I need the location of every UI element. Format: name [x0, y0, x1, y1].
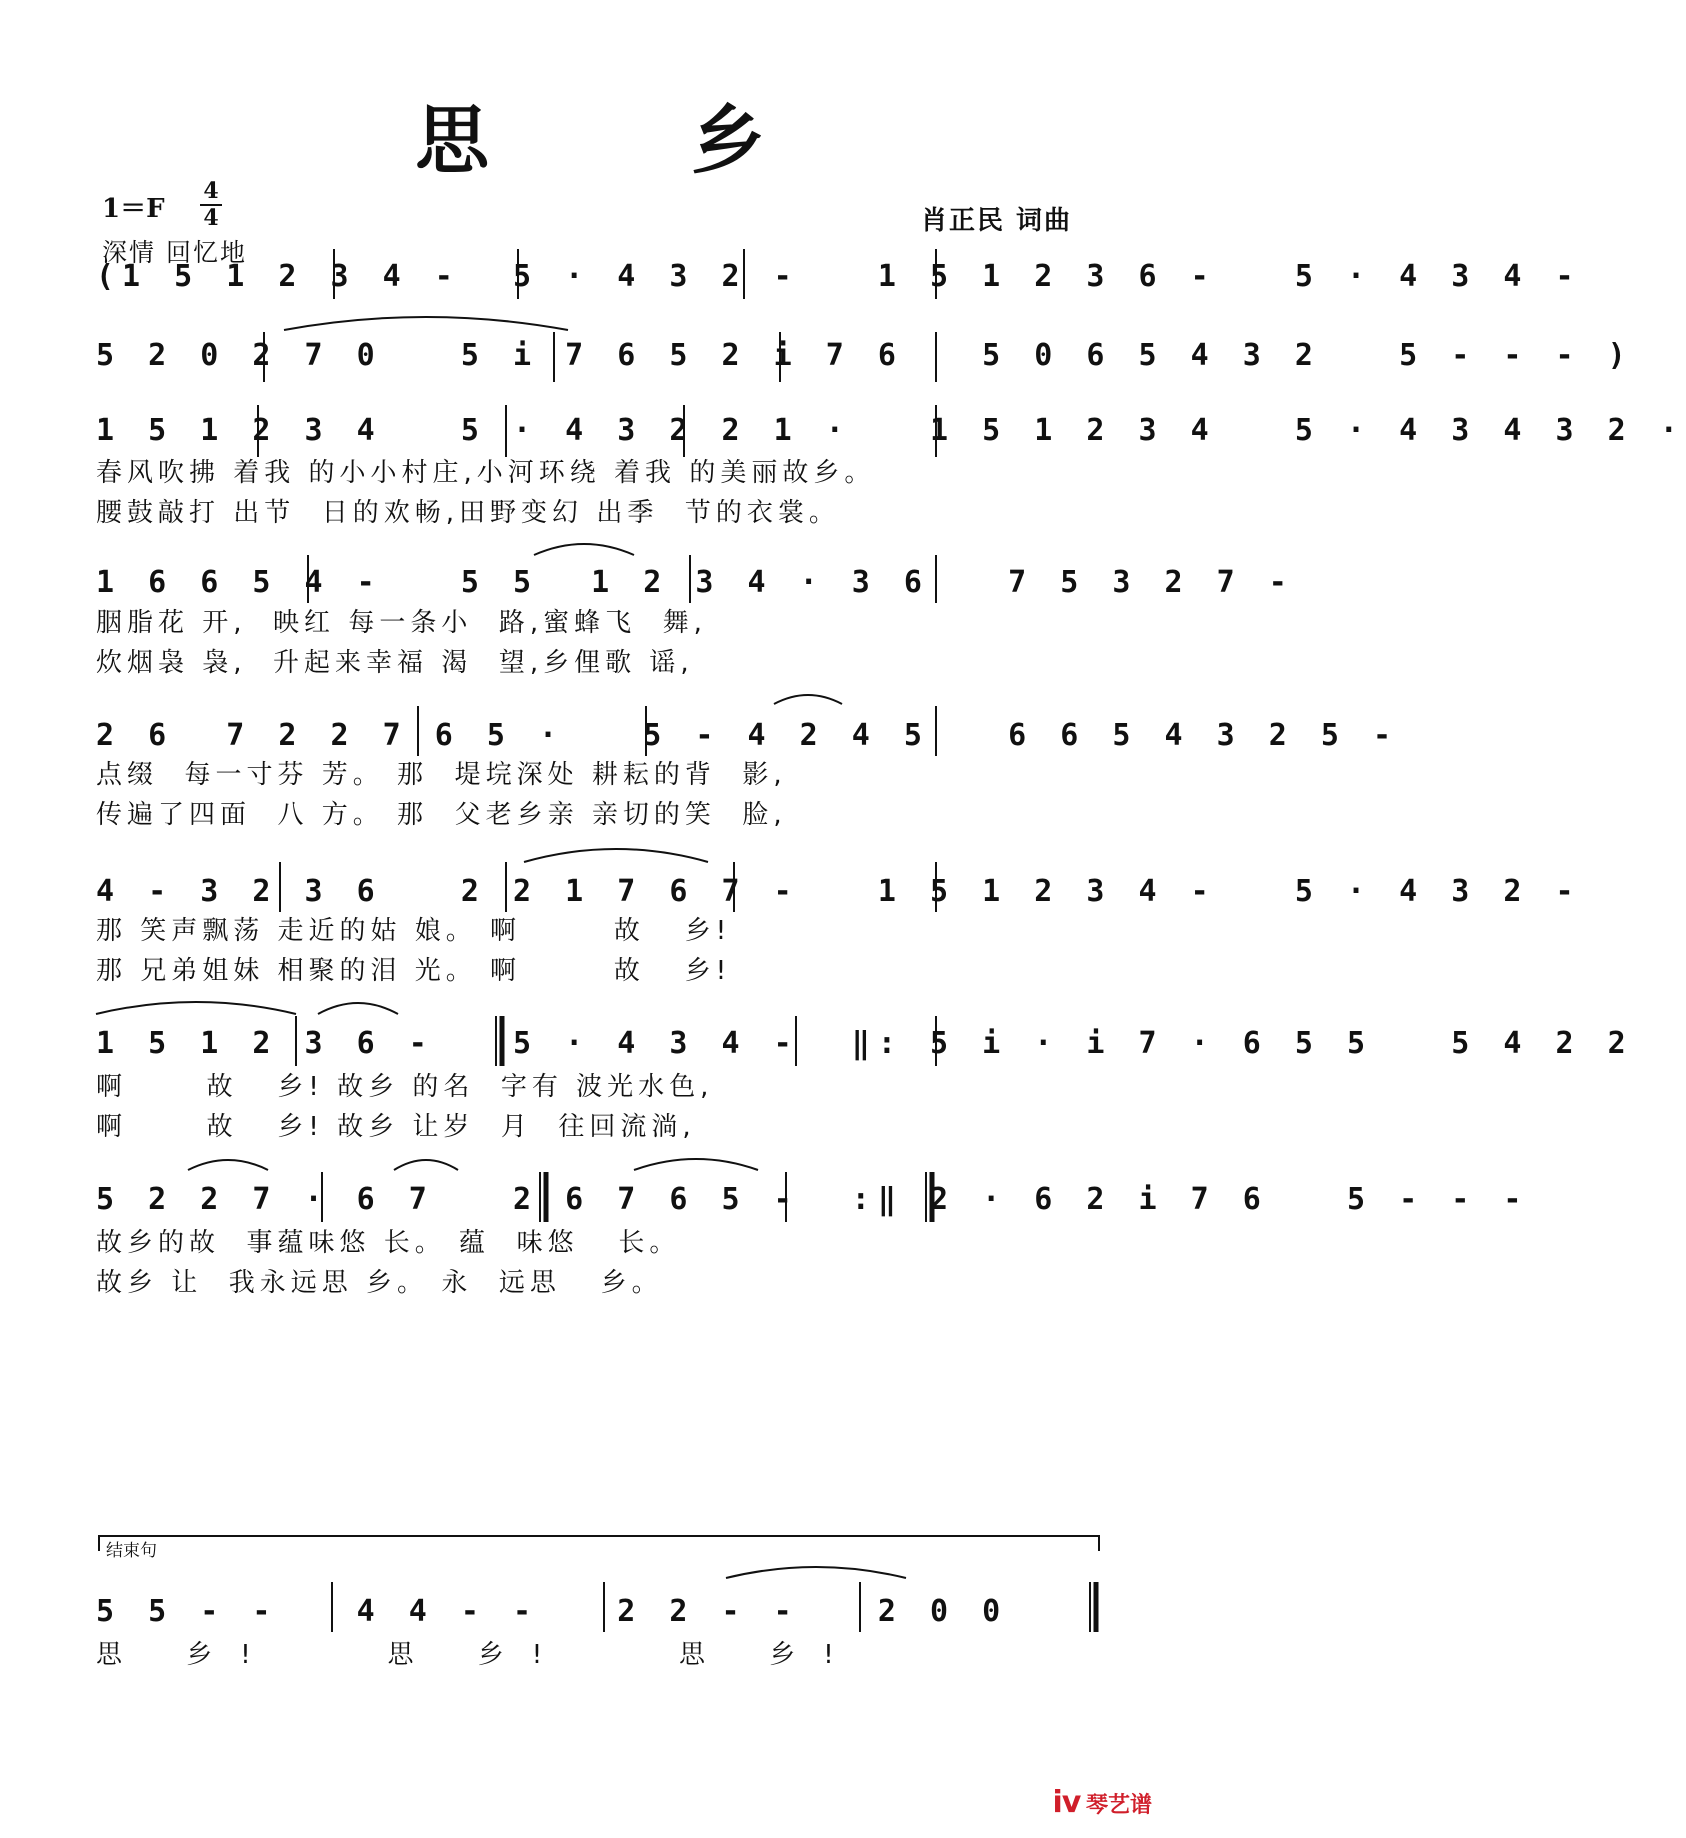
- coda-bracket: [98, 1535, 1100, 1551]
- lyric-verse-2: 啊 故 乡! 故乡 让岁 月 往回流淌,: [96, 1112, 696, 1142]
- notation-line-1: [96, 247, 1582, 307]
- notes: 5 2 2 7 · 6 7 2 6 7 6 5 - :‖ 2 · 6 2 i 7 6 5 - - -: [96, 1182, 1530, 1217]
- notes: 1 5 1 2 3 4 5 · 4 3 2 2 1 · 1 5 1 2 3 4 5 · 4 3 4 3 2 ·: [96, 413, 1686, 448]
- meter-bottom: 4: [203, 205, 219, 231]
- notes: 5 5 - - 4 4 - - 2 2 - - 2 0 0: [96, 1594, 1009, 1629]
- logo-icon: ⅳ: [1052, 1785, 1082, 1820]
- author-credit: 肖正民 词曲: [920, 206, 1072, 236]
- lyric-verse-2: 腰鼓敲打 出节 日的欢畅,田野变幻 出季 节的衣裳。: [96, 498, 840, 528]
- watermark-logo: [1052, 1785, 1152, 1820]
- notes: 4 - 3 2 3 6 2 2 1 7 6 7 - 1 5 1 2 3 4 - 5 · 4 3 2 -: [96, 874, 1582, 909]
- lyric-verse-1: 春风吹拂 着我 的小小村庄,小河环绕 着我 的美丽故乡。: [96, 458, 876, 488]
- lyric-verse-1: 胭脂花 开, 映红 每一条小 路,蜜蜂飞 舞,: [96, 608, 707, 638]
- notes: 5 2 0 2 7 0 5 i 7 6 5 2 i 7 6 5 0 6 5 4 3 2 5 - - - ): [96, 338, 1634, 373]
- meter-top: 4: [203, 178, 219, 204]
- notation-line-8: [96, 1170, 1530, 1230]
- lyric-verse-2: 传遍了四面 八 方。 那 父老乡亲 亲切的笑 脸,: [96, 800, 787, 830]
- notes: 1 5 1 2 3 6 - 5 · 4 3 4 - ‖: 5 i · i 7 · 6 5 5 5 4 2 2: [96, 1026, 1634, 1061]
- coda-lyric: 思 乡! 思 乡! 思 乡!: [96, 1640, 862, 1670]
- lyric-verse-2: 故乡 让 我永远思 乡。 永 远思 乡。: [96, 1268, 663, 1298]
- lyric-verse-1: 啊 故 乡! 故乡 的名 字有 波光水色,: [96, 1072, 714, 1102]
- tempo-marking: 深情 回忆地: [102, 238, 247, 267]
- notation-line-7: [96, 1014, 1634, 1074]
- notes: 1 6 6 5 4 - 5 5 1 2 3 4 · 3 6 7 5 3 2 7 -: [96, 565, 1295, 600]
- key-signature: 1＝F: [102, 194, 165, 224]
- song-title: 思 乡: [415, 98, 853, 184]
- lyric-verse-1: 故乡的故 事蕴味悠 长。 蕴 味悠 长。: [96, 1228, 681, 1258]
- notation-line-2: [96, 326, 1634, 386]
- time-signature: [200, 180, 222, 230]
- coda-label: 结束句: [106, 1541, 157, 1561]
- lyric-verse-2: 炊烟袅 袅, 升起来幸福 渴 望,乡俚歌 谣,: [96, 648, 694, 678]
- lyric-verse-1: 点缀 每一寸芬 芳。 那 堤垸深处 耕耘的背 影,: [96, 760, 787, 790]
- watermark-text: 琴艺谱: [1085, 1793, 1152, 1818]
- lyric-verse-2: 那 兄弟姐妹 相聚的泪 光。 啊 故 乡!: [96, 956, 732, 986]
- coda-notation-line: [96, 1582, 1096, 1642]
- notes: 2 6 7 2 2 7 6 5 · 5 - 4 2 4 5 6 6 5 4 3 2 5 -: [96, 718, 1400, 753]
- lyric-verse-1: 那 笑声飘荡 走近的姑 娘。 啊 故 乡!: [96, 916, 732, 946]
- notes: (1 5 1 2 3 4 - 5 · 4 3 2 - 1 5 1 2 3 6 - 5 · 4 3 4 -: [96, 259, 1582, 294]
